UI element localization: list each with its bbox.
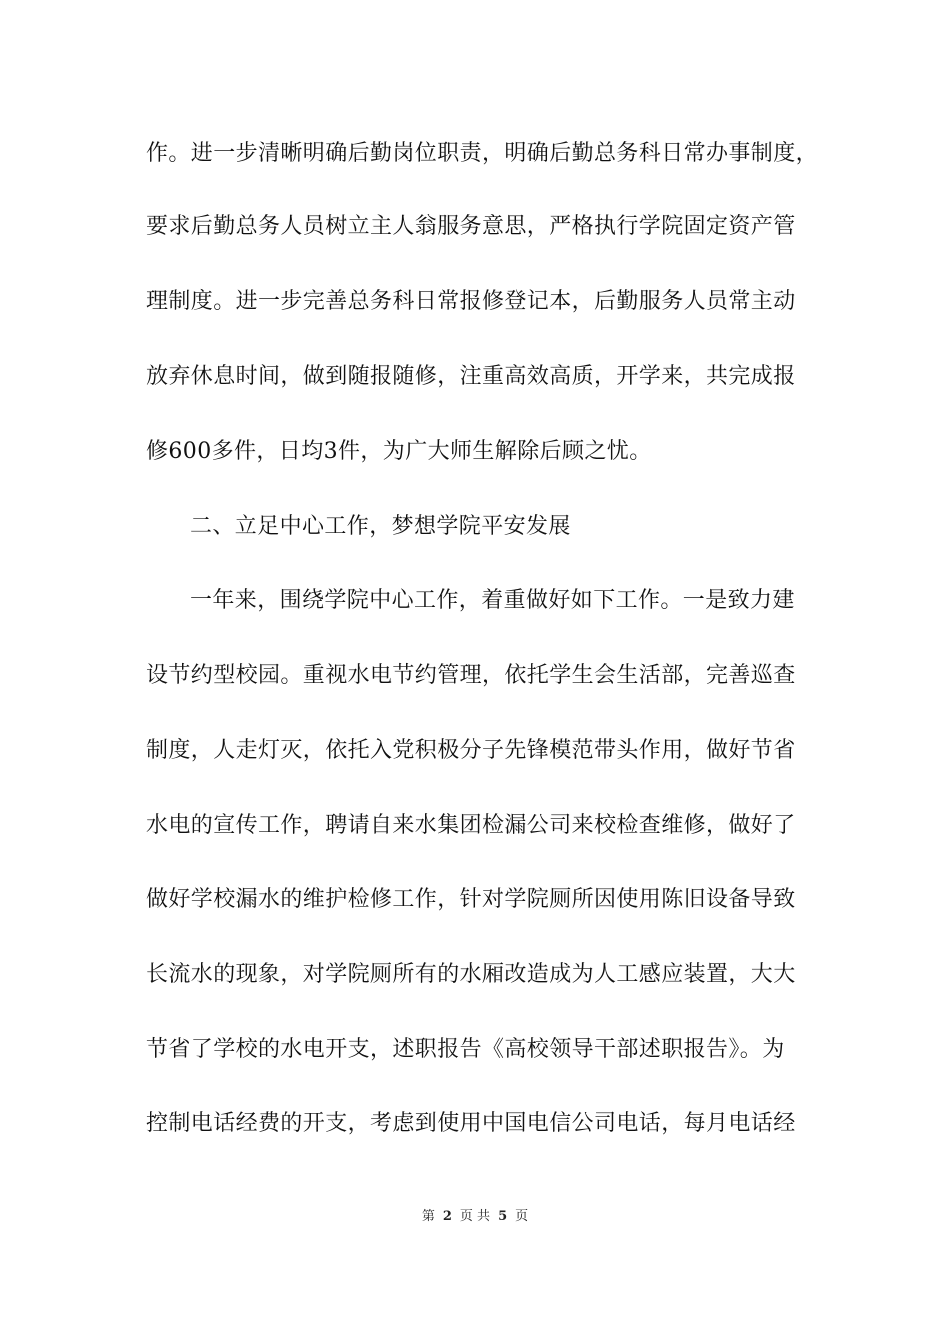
body-line-10: 水电的宣传工作，聘请自来水集团检漏公司来校检查维修，做好了 [146,813,796,838]
body-line-3: 理制度。进一步完善总务科日常报修登记本，后勤服务人员常主动 [146,289,796,314]
body-line-4: 放弃休息时间，做到随报随修，注重高效高质，开学来，共完成报 [146,364,796,389]
body-line-5: 修600多件，日均3件，为广大师生解除后顾之忧。 [146,439,652,464]
current-page-number: 2 [442,1209,452,1224]
total-page-number: 5 [498,1209,508,1224]
body-line-13: 节省了学校的水电开支，述职报告《高校领导干部述职报告》。为 [146,1037,785,1062]
footer-suffix: 页 [515,1209,529,1224]
body-line-14: 控制电话经费的开支，考虑到使用中国电信公司电话，每月电话经 [146,1111,796,1136]
body-line-12: 长流水的现象，对学院厕所有的水厢改造成为人工感应装置，大大 [146,962,796,987]
footer-middle: 页 共 [459,1209,491,1224]
body-line-2: 要求后勤总务人员树立主人翁服务意思，严格执行学院固定资产管 [146,214,796,239]
body-line-1: 作。进一步清晰明确后勤岗位职责，明确后勤总务科日常办事制度， [146,141,819,166]
body-line-8: 设节约型校园。重视水电节约管理，依托学生会生活部，完善巡查 [146,663,796,688]
body-line-11: 做好学校漏水的维护检修工作，针对学院厕所因使用陈旧设备导致 [146,887,796,912]
footer-prefix: 第 [421,1209,435,1224]
section-heading: 二、立足中心工作，梦想学院平安发展 [190,514,571,539]
body-line-9: 制度，人走灯灭，依托入党积极分子先锋模范带头作用，做好节省 [146,738,796,763]
paragraph-start-line: 一年来，围绕学院中心工作，着重做好如下工作。一是致力建 [190,588,795,613]
page-footer [0,1208,950,1226]
